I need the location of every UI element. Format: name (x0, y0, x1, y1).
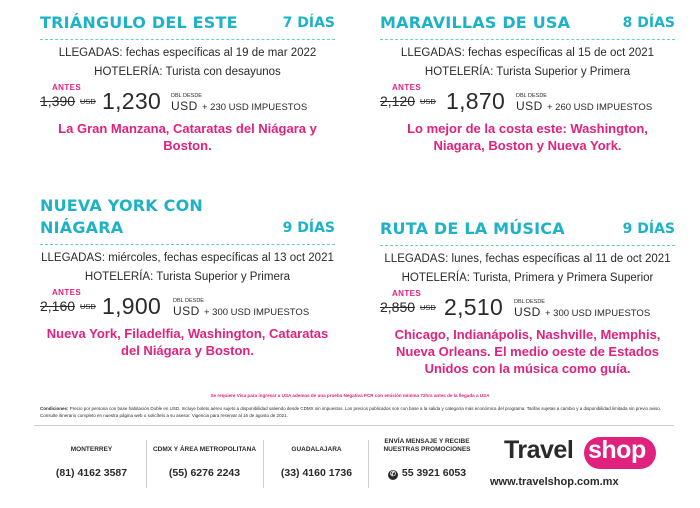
price-block (380, 83, 675, 117)
price-block (380, 289, 675, 323)
card-header (40, 12, 335, 40)
contact-label: CDMX Y ÁREA METROPOLITANA (152, 446, 257, 453)
taxes-text: + 300 USD IMPUESTOS (204, 307, 310, 318)
taxes-text: + 230 USD IMPUESTOS (202, 102, 308, 113)
conditions-body: Precio por persona con base habitación Doble en USD. Incluye boleto aéreo sujeto a disponibilidad saliendo desde CDMX sin impuestos. Los precios publicados son con base a la salida y categoría más económica del programa. Tarifas sujetas a cambio y a disponibilidad limitada sin previo aviso. Consulte itinerario completo en nuestra página web o solicítelo a su asesor. Vigencia para reservar al 16 de agosto de 2021. (40, 406, 662, 418)
currency: USD (516, 99, 543, 113)
arrivals-text: LLEGADAS: lunes, fechas específicas al 11 de oct 2021 (384, 253, 671, 265)
currency: USD (514, 305, 541, 319)
package-duration: 8 DÍAS (622, 15, 675, 31)
current-price: 1,900 (102, 293, 162, 319)
arrivals-text: LLEGADAS: fechas específicas al 19 de mar 2022 (58, 47, 317, 59)
whatsapp-number: 55 3921 6053 (401, 467, 467, 479)
contact-whatsapp (372, 438, 482, 480)
taxes-text: + 300 USD IMPUESTOS (545, 308, 651, 319)
contact-cdmx (152, 438, 257, 479)
price-note: DBL DESDE (514, 299, 545, 305)
currency: USD (173, 304, 200, 318)
conditions-label: Condiciones: (40, 406, 69, 411)
card-header (380, 218, 675, 246)
hotel-text: HOTELERÍA: Turista con desayunos (94, 66, 281, 78)
package-duration: 9 DÍAS (622, 221, 675, 237)
contact-footer (34, 425, 674, 495)
price-note: DBL DESDE (516, 93, 547, 99)
package-title: NUEVA YORK CON NIÁGARA (40, 196, 204, 237)
price-block (40, 83, 335, 117)
package-card-triangulo (40, 12, 335, 154)
old-price: 1,390 (40, 93, 76, 109)
old-price: 2,160 (40, 298, 76, 314)
current-price: 1,870 (446, 88, 506, 114)
contact-monterrey (44, 438, 139, 479)
route-description: Chicago, Indianápolis, Nashville, Memphis, Nueva Orleans. El medio oeste de Estados Unidos con la música como guía. (394, 327, 661, 376)
contact-guadalajara (269, 438, 364, 479)
antes-label: ANTES (392, 83, 422, 92)
contact-label: ENVÍA MENSAJE Y RECIBE NUESTRAS PROMOCIONES (383, 438, 471, 453)
travelshop-logo[interactable] (504, 434, 664, 474)
package-duration: 9 DÍAS (282, 220, 335, 236)
contact-phone[interactable]: (33) 4160 1736 (280, 467, 353, 479)
old-price: 2,850 (380, 299, 416, 315)
package-title: MARAVILLAS DE USA (380, 13, 571, 32)
antes-label: ANTES (52, 288, 82, 297)
contact-label: MONTERREY (70, 446, 113, 453)
contact-phone[interactable]: (81) 4162 3587 (55, 467, 128, 479)
old-currency: USD (420, 303, 436, 312)
package-card-maravillas (380, 12, 675, 154)
divider (263, 440, 264, 488)
logo-word-travel: Travel (504, 436, 574, 464)
contact-phone[interactable]: (55) 6276 2243 (168, 467, 241, 479)
old-currency: USD (80, 97, 96, 106)
hotel-text: HOTELERÍA: Turista Superior y Primera (84, 271, 291, 283)
route-description: Nueva York, Filadelfia, Washington, Cataratas del Niágara y Boston. (46, 326, 329, 358)
current-price: 1,230 (102, 88, 162, 114)
card-header (380, 12, 675, 40)
antes-label: ANTES (52, 83, 82, 92)
price-block (40, 288, 335, 322)
arrivals-text: LLEGADAS: fechas específicas al 15 de oct 2021 (400, 47, 655, 59)
route-description: La Gran Manzana, Cataratas del Niágara y Boston. (58, 121, 317, 153)
package-duration: 7 DÍAS (282, 15, 335, 31)
logo-word-shop: shop (588, 436, 646, 464)
conditions-text (40, 405, 665, 419)
visa-requirement-note: Se requiere Visa para ingresar a USA ademas de una prueba Negativa PCR con emisión mínima 72hrs antes de la llegada a USA (210, 393, 490, 398)
hotel-text: HOTELERÍA: Turista, Primera y Primera Superior (401, 272, 654, 284)
package-card-ruta-musica (380, 218, 675, 377)
divider (146, 440, 147, 488)
hotel-text: HOTELERÍA: Turista Superior y Primera (424, 66, 631, 78)
old-currency: USD (420, 97, 436, 106)
price-note: DBL DESDE (171, 93, 202, 99)
antes-label: ANTES (392, 289, 422, 298)
route-description: Lo mejor de la costa este: Washington, Niagara, Boston y Nueva York. (407, 121, 648, 153)
package-card-nueva-york (40, 195, 335, 359)
package-title: RUTA DE LA MÚSICA (380, 219, 565, 238)
contact-phone-whatsapp[interactable] (372, 467, 482, 480)
currency: USD (171, 99, 198, 113)
divider (368, 440, 369, 488)
old-currency: USD (80, 302, 96, 311)
old-price: 2,120 (380, 93, 416, 109)
taxes-text: + 260 USD IMPUESTOS (547, 102, 653, 113)
contact-label: GUADALAJARA (291, 446, 342, 453)
arrivals-text: LLEGADAS: miércoles, fechas específicas al 13 oct 2021 (41, 252, 334, 264)
package-title: TRIÁNGULO DEL ESTE (40, 13, 238, 32)
price-note: DBL DESDE (173, 298, 204, 304)
current-price: 2,510 (444, 294, 504, 320)
website-link[interactable]: www.travelshop.com.mx (490, 476, 619, 488)
card-header (40, 195, 335, 245)
whatsapp-icon: ✆ (388, 470, 398, 480)
